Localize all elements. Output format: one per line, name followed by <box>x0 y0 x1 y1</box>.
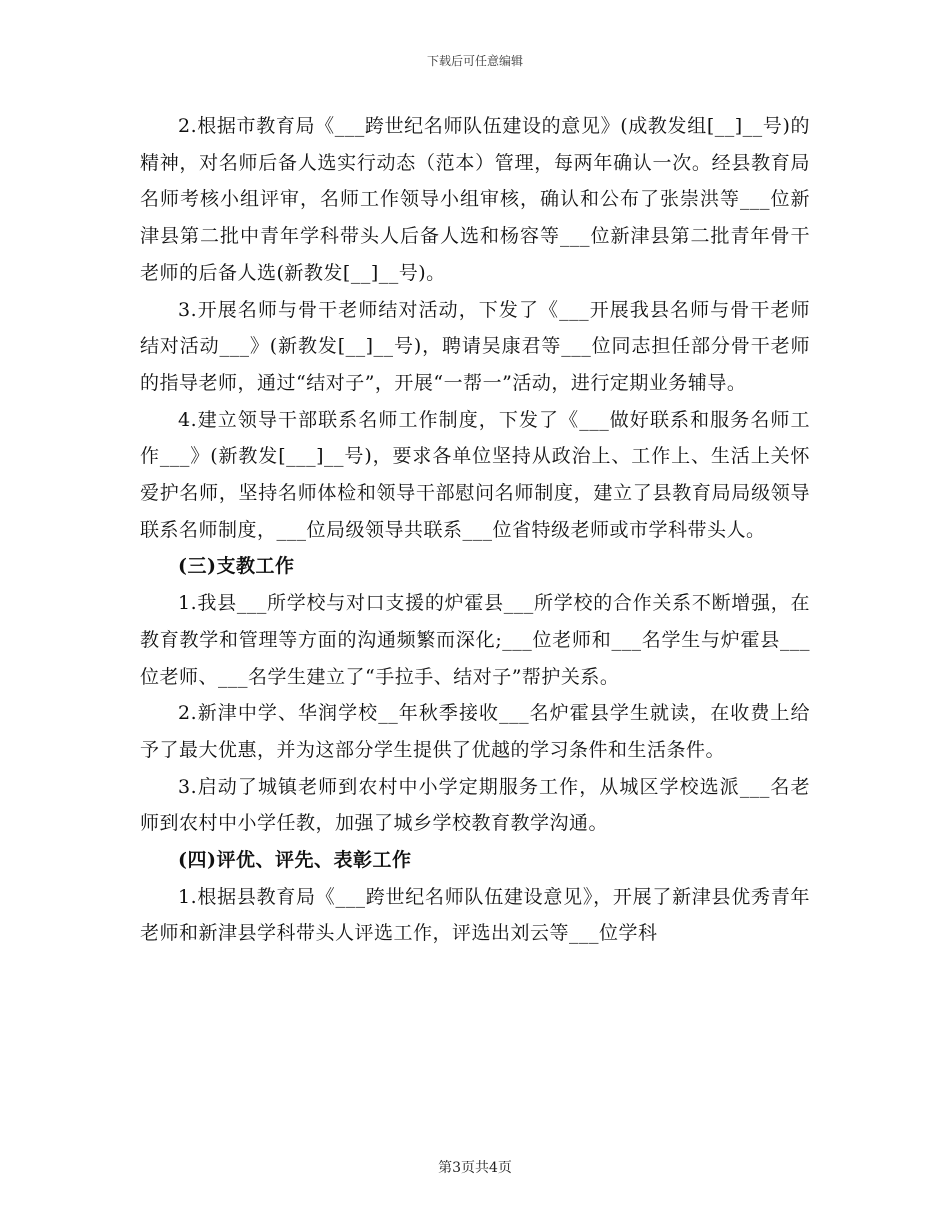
paragraph: 1.我县___所学校与对口支援的炉霍县___所学校的合作关系不断增强，在教育教学和管理等方面的沟通频繁而深化;___位老师和___名学生与炉霍县___位老师、___名学生建立了“手拉手、结对子”帮护关系。 <box>140 592 810 688</box>
paragraph: 2.根据市教育局《___跨世纪名师队伍建设的意见》(成教发组[__]__号)的精神，对名师后备人选实行动态（范本）管理，每两年确认一次。经县教育局名师考核小组评审，名师工作领导小组审核，确认和公布了张崇洪等___位新津县第二批中青年学科带头人后备人选和杨容等___位新津县第二批青年骨干老师的后备人选(新教发[__]__号)。 <box>140 115 810 284</box>
document-body <box>140 108 810 952</box>
section-heading: (四)评优、评先、表彰工作 <box>178 849 412 872</box>
section-heading: (三)支教工作 <box>178 555 295 578</box>
page-number: 第3页共4页 <box>438 1160 512 1176</box>
page-header: 下载后可任意编辑 <box>426 54 523 68</box>
paragraph: 4.建立领导干部联系名师工作制度，下发了《___做好联系和服务名师工作___》(新教发[___]__号)，要求各单位坚持从政治上、工作上、生活上关怀爱护名师，坚持名师体检和领导干部慰问名师制度，建立了县教育局局级领导联系名师制度，___位局级领导共联系___位省特级老师或市学科带头人。 <box>140 408 810 541</box>
paragraph: 1.根据县教育局《___跨世纪名师队伍建设意见》，开展了新津县优秀青年老师和新津县学科带头人评选工作，评选出刘云等___位学科 <box>140 885 810 945</box>
paragraph: 3.启动了城镇老师到农村中小学定期服务工作，从城区学校选派___名老师到农村中小学任教，加强了城乡学校教育教学沟通。 <box>140 775 810 835</box>
paragraph: 3.开展名师与骨干老师结对活动，下发了《___开展我县名师与骨干老师结对活动___》(新教发[__]__号)，聘请吴康君等___位同志担任部分骨干老师的指导老师，通过“结对子”，开展“一帮一”活动，进行定期业务辅导。 <box>140 298 810 394</box>
paragraph: 2.新津中学、华润学校__年秋季接收___名炉霍县学生就读，在收费上给予了最大优惠，并为这部分学生提供了优越的学习条件和生活条件。 <box>140 702 810 761</box>
